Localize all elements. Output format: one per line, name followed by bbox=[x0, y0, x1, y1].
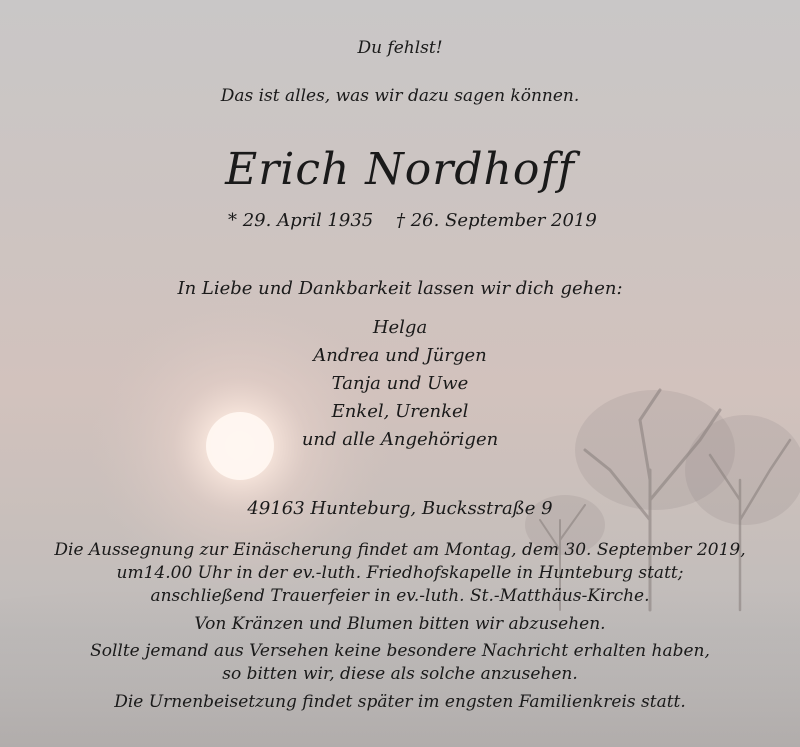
notice-line: um14.00 Uhr in der ev.-luth. Friedhofskapelle in Hunteburg statt; bbox=[116, 563, 684, 583]
notice-line: Die Urnenbeisetzung findet später im engsten Familienkreis statt. bbox=[114, 692, 686, 712]
notice-line: so bitten wir, diese als solche anzusehen. bbox=[222, 664, 578, 684]
opening-subline: Das ist alles, was wir dazu sagen können. bbox=[220, 86, 580, 106]
address: 49163 Hunteburg, Bucksstraße 9 bbox=[247, 498, 553, 519]
deceased-name: Erich Nordhoff bbox=[225, 144, 575, 195]
notice-line: Von Kränzen und Blumen bitten wir abzusehen. bbox=[194, 614, 606, 634]
mourner-name: Helga bbox=[372, 317, 428, 338]
opening-line: Du fehlst! bbox=[357, 38, 443, 58]
notice-line: Die Aussegnung zur Einäscherung findet am Montag, dem 30. September 2019, bbox=[54, 540, 746, 560]
death-date: † 26. September 2019 bbox=[396, 210, 597, 231]
notice-line: anschließend Trauerfeier in ev.-luth. St.-Matthäus-Kirche. bbox=[150, 586, 650, 606]
farewell-line: In Liebe und Dankbarkeit lassen wir dich gehen: bbox=[177, 278, 623, 299]
mourner-name: Andrea und Jürgen bbox=[313, 345, 487, 366]
birth-date: * 29. April 1935 bbox=[228, 210, 374, 231]
mourner-name: und alle Angehörigen bbox=[301, 429, 499, 450]
mourner-name: Enkel, Urenkel bbox=[331, 401, 469, 422]
mourner-name: Tanja und Uwe bbox=[331, 373, 469, 394]
notice-line: Sollte jemand aus Versehen keine besondere Nachricht erhalten haben, bbox=[90, 641, 710, 661]
